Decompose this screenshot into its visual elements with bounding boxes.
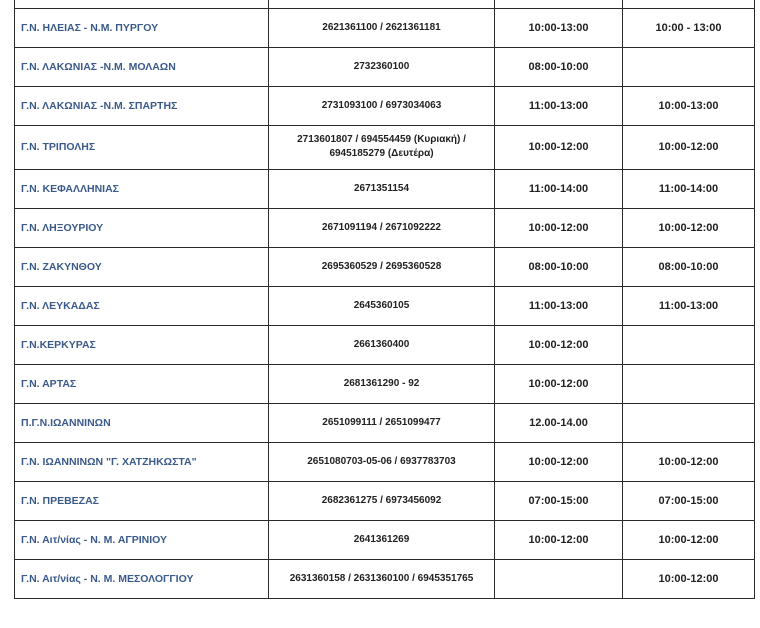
- hours-secondary-cell: 07:00-15:00: [623, 481, 755, 520]
- table-top-edge-row: [15, 0, 755, 8]
- top-edge-cell: [495, 0, 623, 8]
- table-row: [15, 208, 755, 247]
- hospital-name-cell: Γ.Ν. ΠΡΕΒΕΖΑΣ: [15, 481, 269, 520]
- hospital-schedule-table: [14, 0, 755, 599]
- hospital-name-cell: Γ.Ν. ΛΕΥΚΑΔΑΣ: [15, 286, 269, 325]
- hospital-name-cell: Γ.Ν. Αιτ/νίας - Ν. Μ. ΜΕΣΟΛΟΓΓΙΟΥ: [15, 559, 269, 598]
- hours-secondary-cell: 10:00 - 13:00: [623, 8, 755, 47]
- hospital-name-cell: Π.Γ.Ν.ΙΩΑΝΝΙΝΩΝ: [15, 403, 269, 442]
- phone-cell: 2681361290 - 92: [269, 364, 495, 403]
- hospital-name-cell: Γ.Ν. ΙΩΑΝΝΙΝΩΝ "Γ. ΧΑΤΖΗΚΩΣΤΑ": [15, 442, 269, 481]
- hours-primary-cell: 10:00-12:00: [495, 325, 623, 364]
- hospital-name-cell: Γ.Ν. ΗΛΕΙΑΣ - Ν.Μ. ΠΥΡΓΟΥ: [15, 8, 269, 47]
- hours-secondary-cell: 08:00-10:00: [623, 247, 755, 286]
- phone-cell: 2641361269: [269, 520, 495, 559]
- hours-primary-cell: 12.00-14.00: [495, 403, 623, 442]
- hospital-name-cell: Γ.Ν. ΤΡΙΠΟΛΗΣ: [15, 125, 269, 169]
- table-row: [15, 403, 755, 442]
- phone-cell: 2671351154: [269, 169, 495, 208]
- top-edge-cell: [269, 0, 495, 8]
- table-row: [15, 364, 755, 403]
- phone-cell: 2651080703-05-06 / 6937783703: [269, 442, 495, 481]
- hospital-name-cell: Γ.Ν. ΛΗΞΟΥΡΙΟΥ: [15, 208, 269, 247]
- hospital-name-cell: Γ.Ν. ΛΑΚΩΝΙΑΣ -Ν.Μ. ΣΠΑΡΤΗΣ: [15, 86, 269, 125]
- table-row: [15, 442, 755, 481]
- phone-cell: 2651099111 / 2651099477: [269, 403, 495, 442]
- hours-secondary-cell: 10:00-12:00: [623, 520, 755, 559]
- hours-primary-cell: 10:00-12:00: [495, 125, 623, 169]
- hours-primary-cell: 11:00-14:00: [495, 169, 623, 208]
- hours-secondary-cell: 11:00-13:00: [623, 286, 755, 325]
- hours-secondary-cell: 10:00-12:00: [623, 559, 755, 598]
- phone-cell: 2621361100 / 2621361181: [269, 8, 495, 47]
- hours-primary-cell: 10:00-13:00: [495, 8, 623, 47]
- hours-secondary-cell: [623, 364, 755, 403]
- hospital-name-cell: Γ.Ν. ΛΑΚΩΝΙΑΣ -Ν.Μ. ΜΟΛΑΩΝ: [15, 47, 269, 86]
- hospital-name-cell: Γ.Ν. Αιτ/νίας - Ν. Μ. ΑΓΡΙΝΙΟΥ: [15, 520, 269, 559]
- phone-cell: 2732360100: [269, 47, 495, 86]
- table-row: [15, 169, 755, 208]
- phone-cell: 2731093100 / 6973034063: [269, 86, 495, 125]
- hours-primary-cell: 08:00-10:00: [495, 47, 623, 86]
- hours-secondary-cell: 10:00-12:00: [623, 125, 755, 169]
- hospital-name-cell: Γ.Ν. ΚΕΦΑΛΛΗΝΙΑΣ: [15, 169, 269, 208]
- hospital-name-cell: Γ.Ν. ΖΑΚΥΝΘΟΥ: [15, 247, 269, 286]
- hours-primary-cell: 10:00-12:00: [495, 442, 623, 481]
- hours-secondary-cell: 10:00-12:00: [623, 442, 755, 481]
- table-row: [15, 8, 755, 47]
- phone-cell: 2713601807 / 694554459 (Κυριακή) / 6945185279 (Δευτέρα): [269, 125, 495, 169]
- hours-primary-cell: 10:00-12:00: [495, 208, 623, 247]
- top-edge-cell: [623, 0, 755, 8]
- hours-secondary-cell: [623, 47, 755, 86]
- hours-primary-cell: 11:00-13:00: [495, 286, 623, 325]
- phone-cell: 2631360158 / 2631360100 / 6945351765: [269, 559, 495, 598]
- table-row: [15, 125, 755, 169]
- table-row: [15, 286, 755, 325]
- hours-secondary-cell: 11:00-14:00: [623, 169, 755, 208]
- table-row: [15, 325, 755, 364]
- hours-secondary-cell: 10:00-12:00: [623, 208, 755, 247]
- table-row: [15, 247, 755, 286]
- top-edge-cell: [15, 0, 269, 8]
- hours-primary-cell: 08:00-10:00: [495, 247, 623, 286]
- phone-cell: 2682361275 / 6973456092: [269, 481, 495, 520]
- phone-cell: 2671091194 / 2671092222: [269, 208, 495, 247]
- hours-primary-cell: [495, 559, 623, 598]
- phone-cell: 2645360105: [269, 286, 495, 325]
- phone-cell: 2695360529 / 2695360528: [269, 247, 495, 286]
- hours-primary-cell: 07:00-15:00: [495, 481, 623, 520]
- hours-primary-cell: 10:00-12:00: [495, 520, 623, 559]
- phone-cell: 2661360400: [269, 325, 495, 364]
- hospital-schedule-table-container: [14, 0, 754, 599]
- hospital-name-cell: Γ.Ν.ΚΕΡΚΥΡΑΣ: [15, 325, 269, 364]
- table-row: [15, 86, 755, 125]
- table-row: [15, 47, 755, 86]
- hours-primary-cell: 11:00-13:00: [495, 86, 623, 125]
- table-row: [15, 481, 755, 520]
- hospital-name-cell: Γ.Ν. ΑΡΤΑΣ: [15, 364, 269, 403]
- hours-primary-cell: 10:00-12:00: [495, 364, 623, 403]
- table-row: [15, 559, 755, 598]
- table-row: [15, 520, 755, 559]
- hours-secondary-cell: 10:00-13:00: [623, 86, 755, 125]
- table-body: [15, 0, 755, 598]
- hours-secondary-cell: [623, 325, 755, 364]
- hours-secondary-cell: [623, 403, 755, 442]
